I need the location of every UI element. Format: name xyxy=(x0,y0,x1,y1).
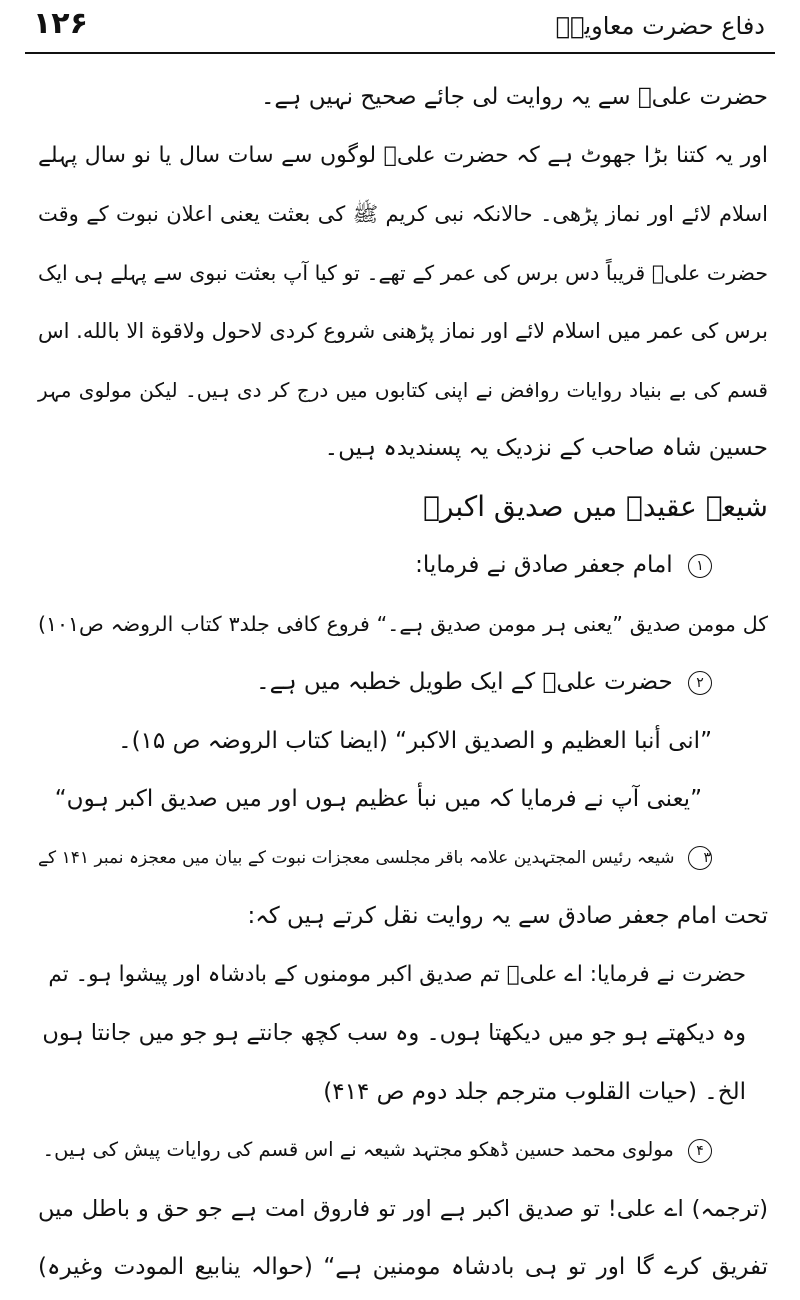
numbered-item xyxy=(38,653,768,712)
item-text: حضرت علیؓ کے ایک طویل خطبہ میں ہے۔ xyxy=(256,669,673,695)
text-line: تفریق کرے گا اور تو ہی بادشاہ مومنین ہے“ (حوالہ ینابیع المودت وغیرہ) xyxy=(38,1254,768,1280)
text-line: تحت امام جعفر صادق سے یہ روایت نقل کرتے ہیں کہ: xyxy=(247,903,768,929)
page-header xyxy=(25,0,775,54)
numbered-item xyxy=(38,536,768,595)
text-line: حسین شاہ صاحب کے نزدیک یہ پسندیدہ ہیں۔ xyxy=(324,435,768,461)
text-line: ”یعنی آپ نے فرمایا کہ میں نبأ عظیم ہوں اور میں صدیق اکبر ہوں“ xyxy=(54,786,702,812)
quotation-block xyxy=(38,946,768,1122)
item-text: امام جعفر صادق نے فرمایا: xyxy=(415,552,673,578)
numbered-item xyxy=(38,1121,768,1180)
text-line: حضرت علیؓ سے یہ روایت لی جائے صحیح نہیں ہے۔ xyxy=(260,84,768,110)
item-number-badge: ۳ xyxy=(688,846,712,870)
text-line: اسلام لائے اور نماز پڑھی۔ حالانکہ نبی کریم ﷺ کی بعثت یعنی اعلان نبوت کے وقت xyxy=(38,202,768,226)
text-line: برس کی عمر میں اسلام لائے اور نماز پڑھنی شروع کردی لاحول ولاقوة الا بالله. اس xyxy=(38,319,768,343)
text-line: ”انی أنبا العظیم و الصدیق الاکبر“ (ایضا کتاب الروضہ ص ۱۵)۔ xyxy=(118,727,712,754)
quote-line: وہ دیکھتے ہو جو میں دیکھتا ہوں۔ وہ سب کچھ جانتے ہو جو میں جانتا ہوں xyxy=(42,1020,746,1046)
running-title: دفاع حضرت معاویہؓ xyxy=(555,12,765,40)
body-text xyxy=(38,68,768,1297)
item-number-badge: ۴ xyxy=(688,1139,712,1163)
item-number-badge: ۱ xyxy=(688,554,712,578)
text-line: قسم کی بے بنیاد روایات روافض نے اپنی کتابوں میں درج کر دی ہیں۔ لیکن مولوی مہر xyxy=(38,377,768,402)
section-heading: شیعہ عقیدہ میں صدیق اکبرؓ xyxy=(423,489,768,523)
item-text: شیعہ رئیس المجتہدین علامہ باقر مجلسی معجزات نبوت کے بیان میں معجزہ نمبر ۱۴۱ کے xyxy=(38,847,675,868)
numbered-item xyxy=(38,829,768,888)
text-line: (ترجمہ) اے علی! تو صدیق اکبر ہے اور تو فاروق امت ہے جو حق و باطل میں xyxy=(38,1195,768,1222)
text-line: حضرت علیؓ قریباً دس برس کی عمر کے تھے۔ تو کیا آپ بعثت نبوی سے پہلے ہی ایک xyxy=(38,260,768,285)
text-line: اور یہ کتنا بڑا جھوٹ ہے کہ حضرت علیؓ لوگوں سے سات سال یا نو سال پہلے xyxy=(38,142,768,168)
item-number-badge: ۲ xyxy=(688,671,712,695)
text-line: کل مومن صدیق ”یعنی ہر مومن صدیق ہے۔“ فروع کافی جلد۳ کتاب الروضہ ص۱۰۱) xyxy=(38,611,768,636)
page-number: ۱۲۶ xyxy=(33,6,88,41)
item-text: مولوی محمد حسین ڈھکو مجتہد شیعہ نے اس قسم کی روایات پیش کی ہیں۔ xyxy=(42,1138,674,1161)
quote-line: الخ۔ (حیات القلوب مترجم جلد دوم ص ۴۱۴) xyxy=(323,1078,746,1105)
quote-line: حضرت نے فرمایا: اے علیؓ تم صدیق اکبر مومنوں کے بادشاہ اور پیشوا ہو۔ تم xyxy=(48,961,746,987)
